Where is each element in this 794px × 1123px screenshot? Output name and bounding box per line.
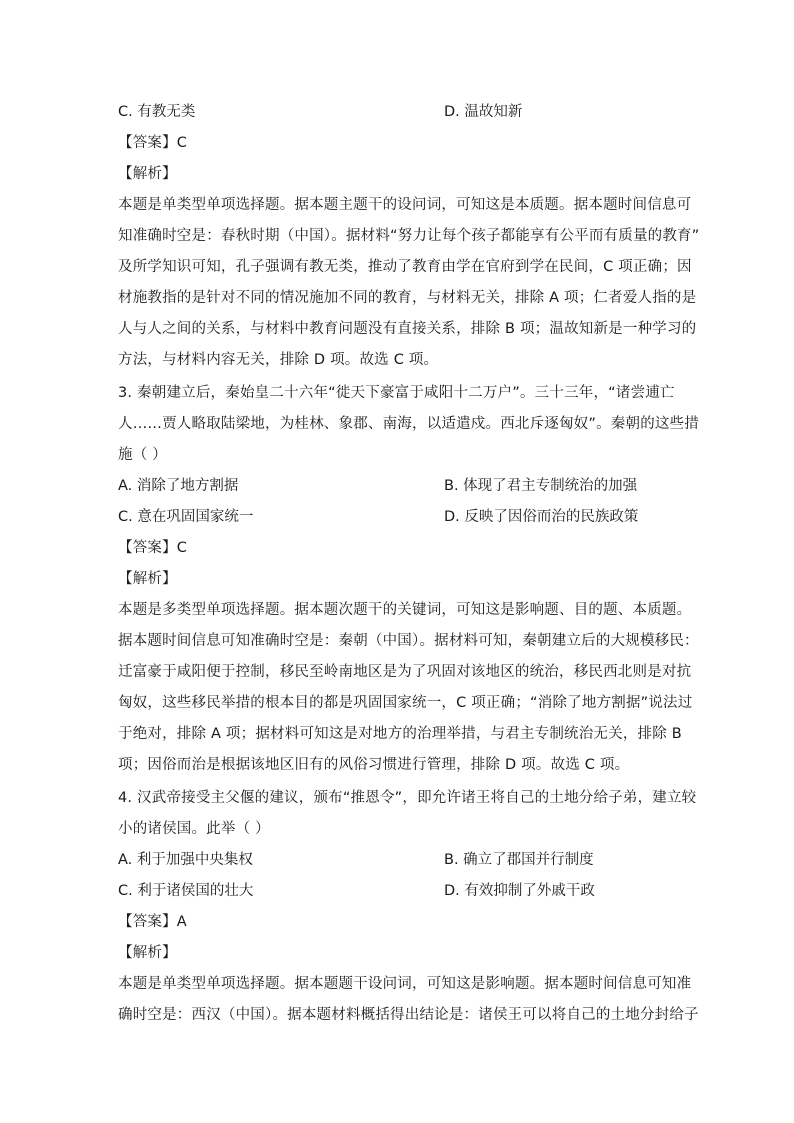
q4-answer: 【答案】A: [118, 914, 187, 930]
q3-option-b: B. 体现了君主专制统治的加强: [444, 478, 638, 494]
q4-stem-line: 4. 汉武帝接受主父偃的建议，颁布“推恩令”，即允许诸王将自己的土地分给子弟，建立较: [118, 790, 697, 806]
q4-option-c: C. 利于诸侯国的壮大: [118, 883, 254, 899]
q2-analysis-line: 人与人之间的关系，与材料中教育问题没有直接关系，排除 B 项；温故知新是一种学习的: [118, 321, 697, 337]
q4-option-b: B. 确立了郡国并行制度: [444, 852, 594, 868]
q4-stem-line: 小的诸侯国。此举（ ）: [118, 821, 270, 837]
q3-stem-line: 施（ ）: [118, 447, 167, 463]
q3-option-d: D. 反映了因俗而治的民族政策: [444, 509, 639, 525]
q2-analysis-label: 【解析】: [118, 166, 177, 182]
q2-analysis-line: 知准确时空是：春秋时期（中国）。据材料“努力让每个孩子都能享有公平而有质量的教育”: [118, 228, 700, 244]
q2-analysis-line: 材施教指的是针对不同的情况施加不同的教育，与材料无关，排除 A 项；仁者爱人指的是: [118, 290, 697, 306]
q4-option-d: D. 有效抑制了外戚干政: [444, 883, 595, 899]
q4-analysis-line: 本题是单类型单项选择题。据本题题干设问词，可知这是影响题。据本题时间信息可知准: [118, 976, 692, 992]
q2-analysis-line: 方法，与材料内容无关，排除 D 项。故选 C 项。: [118, 352, 439, 368]
q4-option-a: A. 利于加强中央集权: [118, 852, 253, 868]
q3-stem-line: 3. 秦朝建立后，秦始皇二十六年“徙天下豪富于咸阳十二万户”。三十三年，“诸尝逋亡: [118, 385, 675, 401]
q3-analysis-line: 据本题时间信息可知准确时空是：秦朝（中国）。据材料可知，秦朝建立后的大规模移民：: [118, 633, 699, 649]
q2-analysis-line: 及所学知识可知，孔子强调有教无类，推动了教育由学在官府到学在民间，C 项正确；因: [118, 259, 692, 275]
q3-option-c: C. 意在巩固国家统一: [118, 509, 254, 525]
q3-answer: 【答案】C: [118, 540, 188, 556]
q3-analysis-line: 项；因俗而治是根据该地区旧有的风俗习惯进行管理，排除 D 项。故选 C 项。: [118, 757, 630, 773]
q3-analysis-line: 于绝对，排除 A 项；据材料可知这是对地方的治理举措，与君主专制统治无关，排除 B: [118, 726, 682, 742]
q3-analysis-line: 匈奴，这些移民举措的根本目的都是巩固国家统一，C 项正确；“消除了地方割据”说法过: [118, 695, 693, 711]
q4-analysis-label: 【解析】: [118, 945, 177, 961]
q3-analysis-line: 迁富豪于咸阳便于控制，移民至岭南地区是为了巩固对该地区的统治，移民西北则是对抗: [118, 664, 692, 680]
q4-analysis-line: 确时空是：西汉（中国）。据本题材料概括得出结论是：诸侯王可以将自己的土地分封给子: [118, 1007, 699, 1023]
q3-stem-line: 人……贾人略取陆梁地，为桂林、象郡、南海，以适遣戍。西北斥逐匈奴”。秦朝的这些措: [118, 416, 700, 432]
q3-analysis-label: 【解析】: [118, 571, 177, 587]
q3-analysis-line: 本题是多类型单项选择题。据本题次题干的关键词，可知这是影响题、目的题、本质题。: [118, 602, 692, 618]
q2-option-c: C. 有教无类: [118, 104, 196, 120]
q2-option-d: D. 温故知新: [444, 104, 523, 120]
q3-option-a: A. 消除了地方割据: [118, 478, 239, 494]
q2-answer: 【答案】C: [118, 135, 188, 151]
q2-analysis-line: 本题是单类型单项选择题。据本题主题干的设问词，可知这是本质题。据本题时间信息可: [118, 197, 692, 213]
